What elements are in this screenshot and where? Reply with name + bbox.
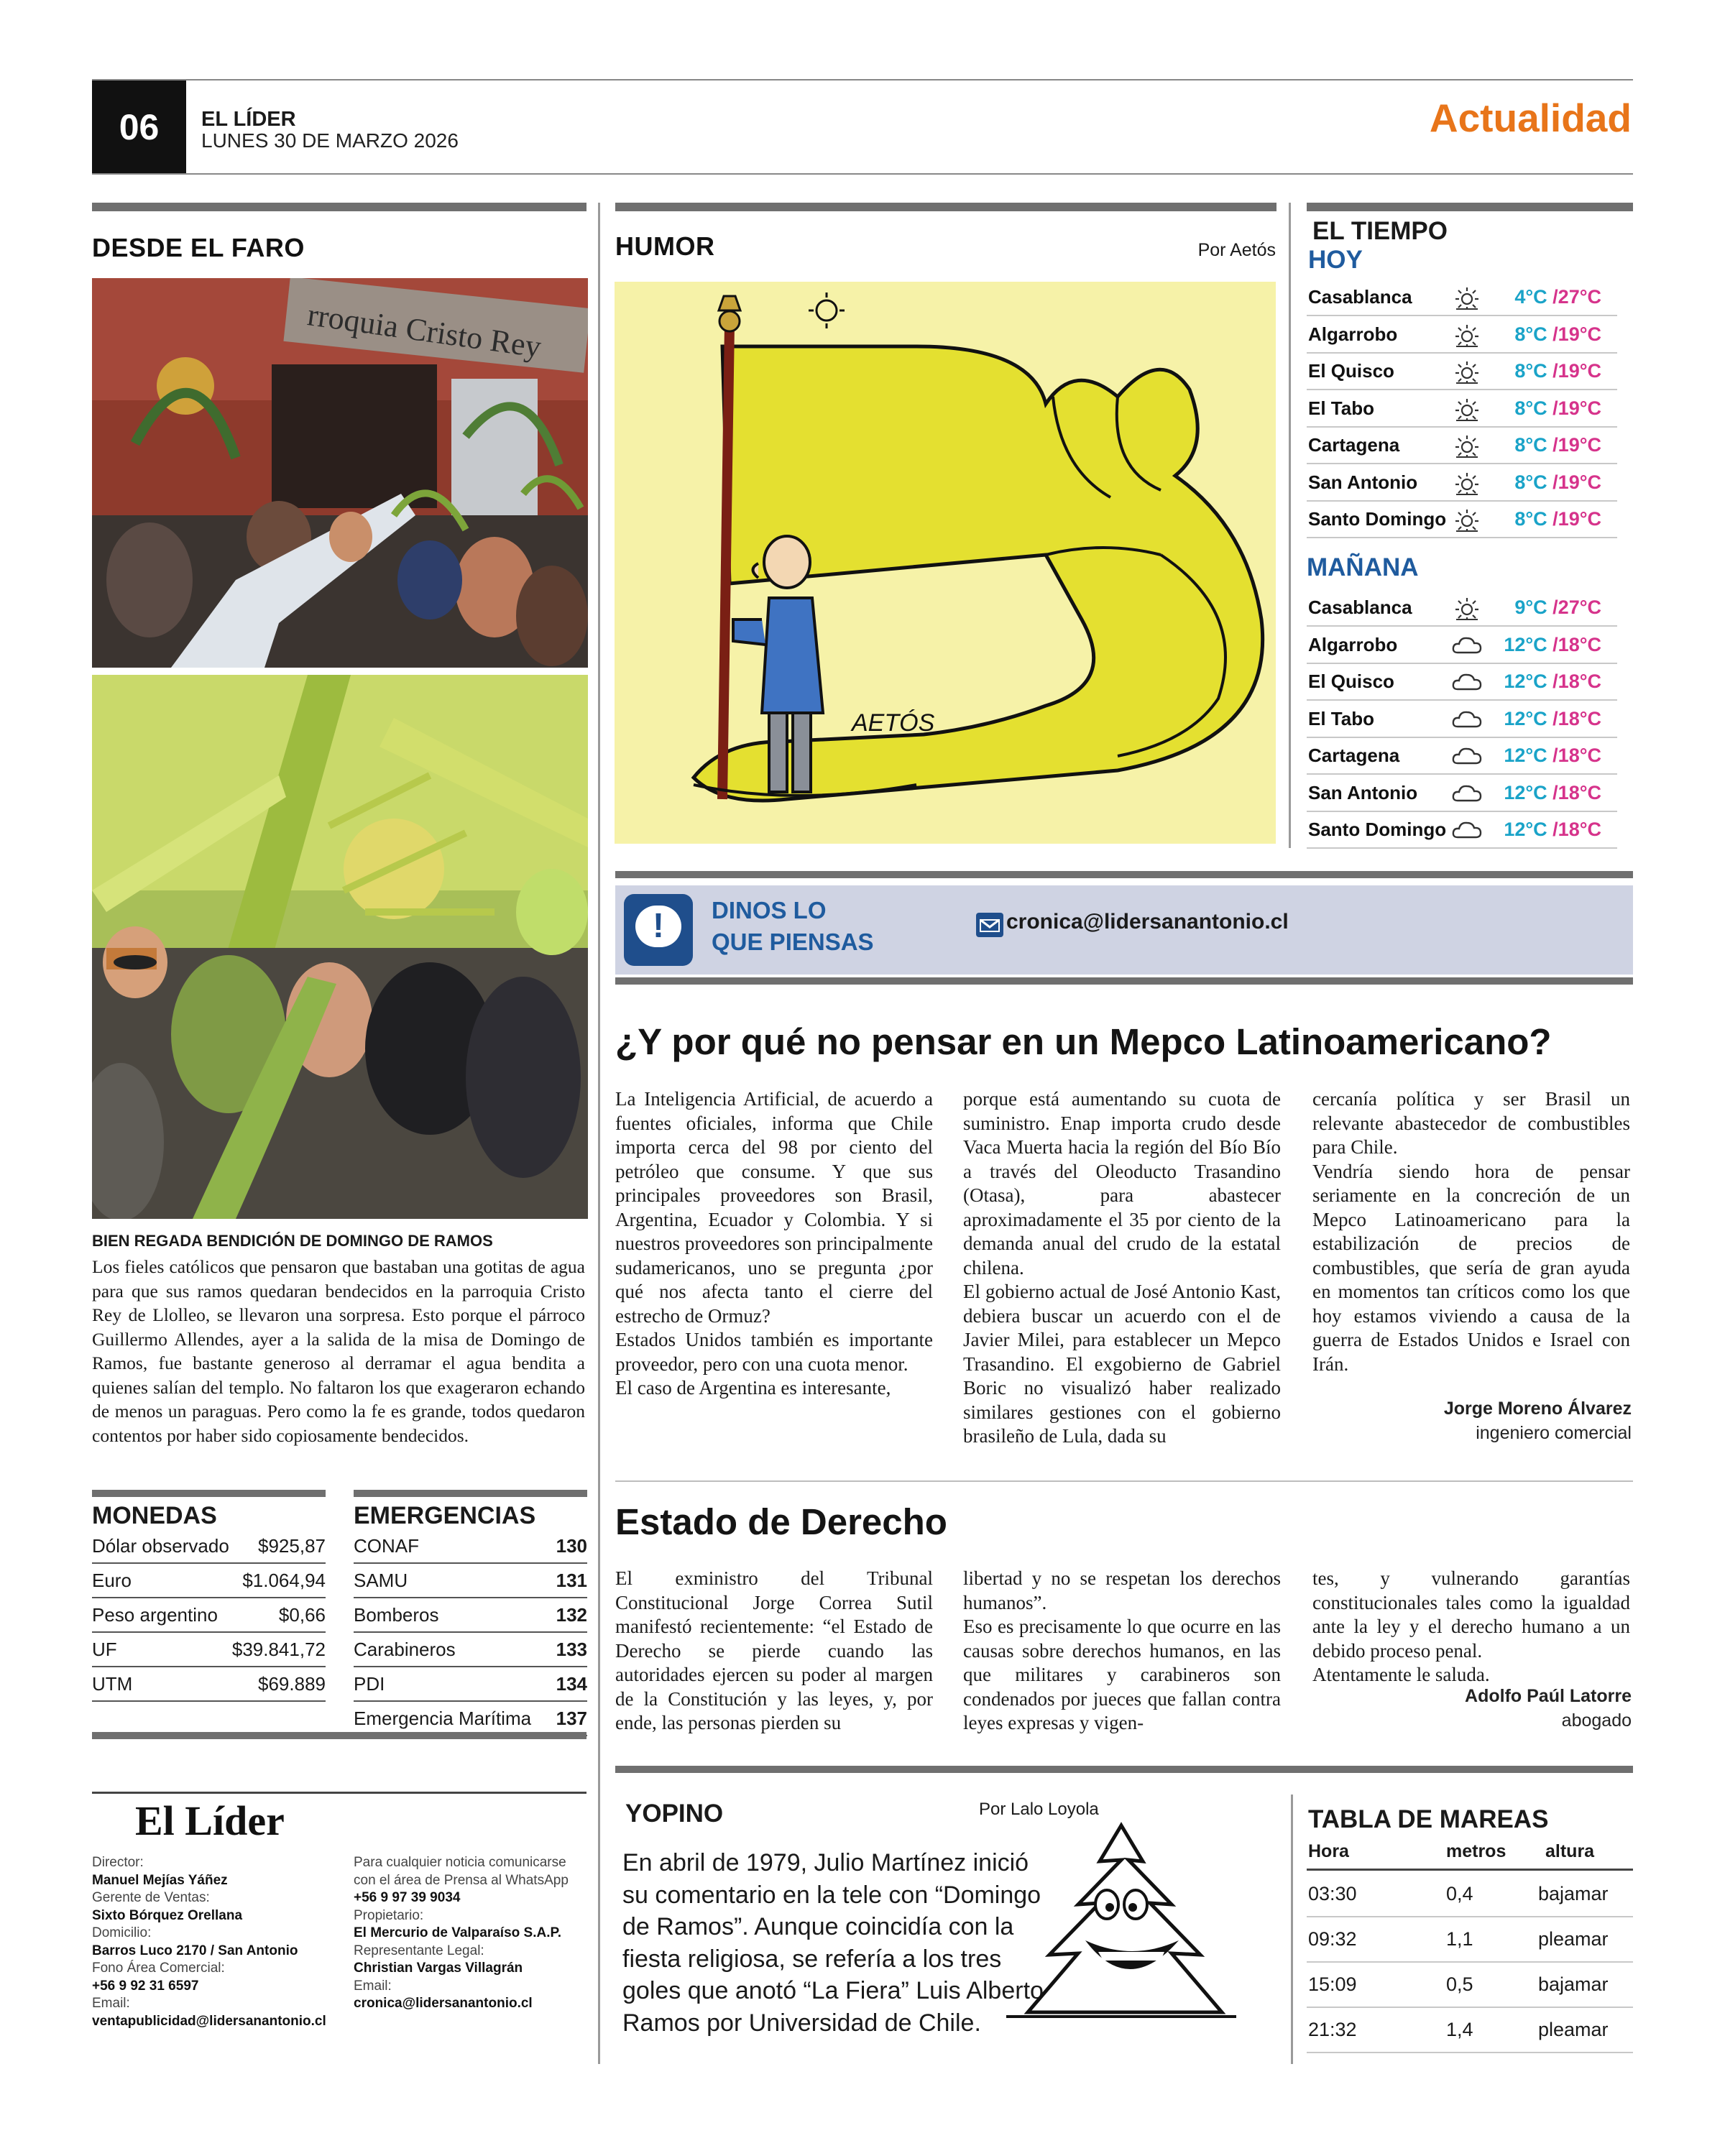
email-label: Email:	[92, 1996, 130, 2011]
weather-temps	[1514, 596, 1601, 619]
moneda-value: $39.841,72	[231, 1632, 326, 1667]
humor-cartoon	[615, 282, 1276, 844]
mareas-header-hora: Hora	[1308, 1841, 1349, 1861]
dinos-banner	[615, 885, 1633, 975]
header-top-rule	[92, 79, 1633, 80]
temp-min: 12°C	[1504, 671, 1547, 692]
temp-max: 19°C	[1558, 360, 1601, 382]
alert-icon: !	[624, 894, 693, 966]
weather-city: San Antonio	[1308, 781, 1418, 803]
weather-temps	[1504, 819, 1601, 841]
weather-row	[1307, 392, 1617, 428]
mareas-title: TABLA DE MAREAS	[1308, 1805, 1549, 1833]
temp-min: 12°C	[1504, 707, 1547, 729]
church-sign: rroquia Cristo Rey	[305, 297, 544, 365]
cloud-icon	[1450, 668, 1484, 695]
weather-row	[1307, 428, 1617, 464]
letter2-author-title: abogado	[1561, 1710, 1632, 1731]
photo-caption-text: Los fieles católicos que pensaron que bastaban una gotitas de agua para que sus ramos quedaran bendecidos en la parroquia Cristo Rey de Llolleo, se llevaron una sorpresa. Esto porque el párroco Guillermo Allendes, ayer a la salida de la misa de Domingo de Ramos, fue bastante generoso al derramar el agua bendita a quienes salían del templo. No faltaron los que exageraron echando de menos un paraguas. Pero como la fe es grande, todos quedaron contentos por haber sido copiosamente bendecidos.	[92, 1256, 585, 1446]
tide-meters: 0,4	[1446, 1883, 1473, 1904]
desde-faro-title: DESDE EL FARO	[92, 233, 305, 262]
weather-row	[1307, 280, 1617, 316]
weather-temps	[1504, 708, 1601, 730]
temp-min: 8°C	[1514, 360, 1547, 382]
manana-label: MAÑANA	[1307, 553, 1419, 581]
emergencias-row	[354, 1632, 587, 1667]
temp-separator: /	[1547, 671, 1558, 692]
emergencia-number: 137	[552, 1701, 587, 1736]
moneda-value: $925,87	[231, 1529, 326, 1563]
emergencia-number: 130	[552, 1529, 587, 1563]
tiempo-title: EL TIEMPO	[1312, 217, 1448, 245]
monedas-row	[92, 1598, 326, 1632]
weather-city: Santo Domingo	[1308, 508, 1447, 530]
monedas-table	[92, 1529, 326, 1702]
emergencias-title: EMERGENCIAS	[354, 1502, 536, 1529]
weather-row	[1307, 628, 1617, 664]
tide-row	[1307, 2007, 1633, 2053]
header-bottom-rule	[92, 173, 1633, 175]
rep-label: Representante Legal:	[354, 1943, 484, 1958]
temp-separator: /	[1547, 397, 1558, 419]
cloud-icon	[1450, 742, 1484, 769]
emergencias-table	[354, 1529, 587, 1736]
weather-row	[1307, 591, 1617, 627]
mareas-header-altura: altura	[1545, 1841, 1595, 1861]
monedas-rule	[92, 1490, 326, 1497]
weather-temps	[1514, 397, 1601, 420]
email2-value[interactable]: cronica@lidersanantonio.cl	[354, 1996, 533, 2011]
weather-city: San Antonio	[1308, 471, 1418, 493]
cartoon-signature: AETÓS	[852, 709, 935, 737]
weather-city: Casablanca	[1308, 286, 1412, 308]
letter1-paragraph: cercanía política y ser Brasil un relevante abastecedor de combustibles para Chile.	[1312, 1088, 1630, 1158]
temp-separator: /	[1547, 508, 1558, 530]
section-name: Actualidad	[1429, 96, 1632, 140]
temp-min: 8°C	[1514, 397, 1547, 419]
weather-temps	[1514, 360, 1601, 382]
emergencia-label: CONAF	[354, 1529, 552, 1563]
monedas-row	[92, 1563, 326, 1598]
tide-meters: 0,5	[1446, 1973, 1473, 1995]
letter2-col3	[1312, 1567, 1630, 1687]
page-number-box	[92, 80, 186, 174]
letter2-paragraph: Eso es precisamente lo que ocurre en las causas sobre derechos humanos, en las que militares y carabineros son condenados por jueces que fallan contra leyes expresas y vigen-	[963, 1616, 1281, 1733]
weather-city: Santo Domingo	[1308, 819, 1447, 840]
weather-city: Casablanca	[1308, 596, 1412, 618]
tide-state: pleamar	[1538, 1928, 1609, 1950]
tide-time: 09:32	[1308, 1928, 1357, 1950]
temp-min: 8°C	[1514, 508, 1547, 530]
domicilio-value: Barros Luco 2170 / San Antonio	[92, 1943, 298, 1958]
sun-icon	[1450, 594, 1484, 621]
temp-max: 27°C	[1558, 596, 1601, 618]
issue-date: LUNES 30 DE MARZO 2026	[201, 129, 459, 152]
temp-max: 19°C	[1558, 434, 1601, 456]
yopino-text: En abril de 1979, Julio Martínez inició su comentario en la tele con “Domingo de Ramos”. Aunque coincidía con la fiesta religiosa, se refería a los tres goles que anotó “La Fiera” Luis Alberto Ramos por Universidad de Chile.	[622, 1849, 1044, 2037]
weather-row	[1307, 702, 1617, 738]
letter1-paragraph: Estados Unidos también es importante proveedor, pero con una cuota menor.	[615, 1329, 933, 1375]
letter2-col2	[963, 1567, 1281, 1736]
weather-temps	[1504, 634, 1601, 656]
temp-min: 8°C	[1514, 471, 1547, 493]
sun-icon	[1450, 469, 1484, 496]
weather-temps	[1514, 508, 1601, 530]
weather-city: El Quisco	[1308, 671, 1394, 692]
propietario-label: Propietario:	[354, 1907, 424, 1923]
church-photo	[92, 278, 588, 668]
letters-divider	[615, 1480, 1633, 1482]
tide-time: 15:09	[1308, 1973, 1357, 1995]
letter1-col3	[1312, 1087, 1630, 1376]
humor-byline: Por Aetós	[1197, 240, 1276, 260]
weather-row	[1307, 813, 1617, 849]
moneda-label: Euro	[92, 1563, 231, 1598]
emergencia-number: 132	[552, 1598, 587, 1632]
email2-label: Email:	[354, 1978, 392, 1994]
sun-icon	[1450, 283, 1484, 310]
masthead-rule	[92, 1792, 586, 1794]
tide-time: 21:32	[1308, 2019, 1357, 2040]
weather-row	[1307, 739, 1617, 775]
fono-value: +56 9 92 31 6597	[92, 1978, 199, 1994]
tide-row	[1307, 1962, 1633, 2008]
masthead-right	[354, 1854, 584, 2013]
weather-temps	[1514, 323, 1601, 346]
moneda-label: UTM	[92, 1667, 231, 1701]
tide-state: bajamar	[1538, 1973, 1609, 1995]
letter1-title: ¿Y por qué no pensar en un Mepco Latinoamericano?	[615, 1021, 1552, 1062]
weather-temps	[1504, 671, 1601, 693]
whatsapp-number[interactable]: +56 9 97 39 9034	[354, 1890, 461, 1905]
emergencias-row	[354, 1563, 587, 1598]
photo-caption-title: BIEN REGADA BENDICIÓN DE DOMINGO DE RAMOS	[92, 1232, 493, 1250]
cloud-icon	[1450, 705, 1484, 732]
tide-time: 03:30	[1308, 1883, 1357, 1904]
humor-title: HUMOR	[615, 231, 715, 261]
tiempo-rule	[1307, 203, 1633, 211]
letter1-author-title: ingeniero comercial	[1476, 1423, 1632, 1443]
emergencia-number: 133	[552, 1632, 587, 1667]
weather-row	[1307, 318, 1617, 354]
monedas-row	[92, 1667, 326, 1701]
temp-max: 19°C	[1558, 508, 1601, 530]
temp-separator: /	[1547, 323, 1558, 345]
monedas-row	[92, 1632, 326, 1667]
letter1-paragraph: El caso de Argentina es interesante,	[615, 1377, 891, 1399]
weather-row	[1307, 776, 1617, 812]
sun-icon	[1450, 321, 1484, 348]
director-name: Manuel Mejías Yáñez	[92, 1872, 228, 1888]
emergencia-number: 131	[552, 1563, 587, 1598]
moneda-value: $0,66	[231, 1598, 326, 1632]
weather-row	[1307, 354, 1617, 390]
letter1-paragraph: porque está aumentando su cuota de suministro. Enap importa crudo desde Vaca Muerta hacia la región del Bío Bío a través del Oleoducto Trasandino (Otasa), para abastecer aproximadamente el 35 por ciento de la demanda anual del crudo de la estatal chilena.	[963, 1088, 1281, 1279]
temp-min: 8°C	[1514, 323, 1547, 345]
masthead-left	[92, 1854, 336, 2030]
propietario-value: El Mercurio de Valparaíso S.A.P.	[354, 1925, 561, 1940]
gerente-label: Gerente de Ventas:	[92, 1890, 210, 1905]
emergencia-label: Emergencia Marítima	[354, 1701, 552, 1736]
cloud-icon	[1450, 816, 1484, 843]
desde-faro-rule	[92, 203, 586, 211]
contact-note: Para cualquier noticia comunicarse con el área de Prensa al WhatsApp	[354, 1855, 569, 1888]
temp-min: 9°C	[1514, 596, 1547, 618]
letter1-paragraph: El gobierno actual de José Antonio Kast, debiera buscar un acuerdo con el de Javier Milei, para establecer un Mepco Trasandino. El exgobierno de Gabriel Boric no visualizó haber realizado similares gestiones con el gobierno brasileño de Lula, dada su	[963, 1281, 1281, 1447]
letter2-paragraph: El exministro del Tribunal Constitucional Jorge Correa Sutil manifestó recientemente: “el Estado de Derecho se pierde cuando las autoridades ejercen su poder al margen de la Constitución y las leyes, y, por ende, las personas pierden su	[615, 1567, 933, 1733]
column-divider	[598, 203, 600, 2064]
temp-separator: /	[1547, 745, 1558, 766]
temp-separator: /	[1547, 434, 1558, 456]
yopino-byline: Por Lalo Loyola	[979, 1800, 1099, 1819]
temp-separator: /	[1547, 707, 1558, 729]
mareas-divider	[1291, 1795, 1293, 2064]
dinos-line1: DINOS LO	[712, 897, 827, 923]
left-bottom-rule	[92, 1732, 586, 1739]
letter2-paragraph: Atentamente le saluda.	[1312, 1664, 1490, 1685]
tide-meters: 1,1	[1446, 1928, 1473, 1950]
temp-max: 18°C	[1558, 633, 1601, 655]
letter2-paragraph: libertad y no se respetan los derechos humanos”.	[963, 1567, 1281, 1613]
temp-min: 12°C	[1504, 819, 1547, 840]
temp-max: 27°C	[1558, 286, 1601, 308]
dinos-email[interactable]: cronica@lidersanantonio.cl	[1006, 910, 1289, 934]
weather-temps	[1514, 471, 1601, 494]
cloud-icon	[1450, 631, 1484, 658]
tide-row	[1307, 1917, 1633, 1963]
weather-city: Cartagena	[1308, 745, 1400, 766]
temp-min: 12°C	[1504, 633, 1547, 655]
rep-value: Christian Vargas Villagrán	[354, 1961, 523, 1976]
weather-city: Algarrobo	[1308, 633, 1398, 655]
weather-city: El Quisco	[1308, 360, 1394, 382]
weather-temps	[1504, 782, 1601, 804]
weather-row	[1307, 502, 1617, 538]
weather-row	[1307, 466, 1617, 502]
temp-max: 18°C	[1558, 819, 1601, 840]
letter1-author: Jorge Moreno Álvarez	[1443, 1399, 1632, 1419]
temp-separator: /	[1547, 596, 1558, 618]
letter1-paragraph: La Inteligencia Artificial, de acuerdo a fuentes oficiales, informa que Chile importa cerca del 98 por ciento del petróleo que consume. Y que sus principales proveedores son Brasil, Argentina, Ecuador y Colombia. Y si nuestros proveedores son principalmente sudamericanos, uno se pregunta ¿por qué nos afecta tanto el cierre del estrecho de Ormuz?	[615, 1088, 933, 1327]
mareas-header-metros: metros	[1446, 1841, 1506, 1861]
weather-temps	[1514, 434, 1601, 456]
letter2-author: Adolfo Paúl Latorre	[1465, 1686, 1632, 1706]
emergencia-label: PDI	[354, 1667, 552, 1701]
domicilio-label: Domicilio:	[92, 1925, 152, 1940]
emergencias-row	[354, 1598, 587, 1632]
temp-separator: /	[1547, 360, 1558, 382]
temp-min: 8°C	[1514, 434, 1547, 456]
letter2-col1	[615, 1567, 933, 1736]
temp-separator: /	[1547, 633, 1558, 655]
hoy-label: HOY	[1308, 246, 1363, 274]
page-number: 06	[119, 107, 160, 147]
tide-meters: 1,4	[1446, 2019, 1473, 2040]
temp-min: 4°C	[1514, 286, 1547, 308]
moneda-label: Dólar observado	[92, 1529, 231, 1563]
temp-separator: /	[1547, 819, 1558, 840]
humor-rule	[615, 203, 1276, 211]
letter1-col1	[615, 1087, 933, 1401]
temp-min: 12°C	[1504, 745, 1547, 766]
weather-city: Algarrobo	[1308, 323, 1398, 345]
dinos-top-rule	[615, 871, 1633, 878]
temp-max: 19°C	[1558, 323, 1601, 345]
sun-icon	[1450, 357, 1484, 384]
weather-row	[1307, 665, 1617, 701]
letter2-paragraph: tes, y vulnerando garantías constitucionales tales como la igualdad ante la ley y el derecho humano a un debido proceso penal.	[1312, 1567, 1630, 1662]
emergencia-number: 134	[552, 1667, 587, 1701]
weather-city: El Tabo	[1308, 397, 1374, 419]
mail-icon	[976, 913, 1003, 937]
moneda-value: $1.064,94	[231, 1563, 326, 1598]
weather-city: Cartagena	[1308, 434, 1400, 456]
temp-max: 18°C	[1558, 707, 1601, 729]
temp-max: 18°C	[1558, 781, 1601, 803]
letter1-paragraph: Vendría siendo hora de pensar seriamente en la concreción de un Mepco Latinoamericano para la estabilización de precios de combustibles, que sería de gran ayuda en momentos tan críticos como los que hoy estamos viviendo a causa de la guerra de Estados Unidos e Israel con Irán.	[1312, 1160, 1630, 1375]
emergencias-row	[354, 1701, 587, 1736]
paper-name: EL LÍDER	[201, 108, 296, 131]
yopino-tree-character	[1006, 1818, 1243, 2034]
weather-divider	[1289, 203, 1291, 848]
palms-photo	[92, 675, 588, 1219]
sun-icon	[1450, 431, 1484, 459]
letter2-title: Estado de Derecho	[615, 1501, 947, 1542]
moneda-value: $69.889	[231, 1667, 326, 1701]
temp-separator: /	[1547, 781, 1558, 803]
masthead-logo: El Líder	[135, 1797, 285, 1844]
weather-temps	[1514, 286, 1601, 308]
temp-min: 12°C	[1504, 781, 1547, 803]
weather-city: El Tabo	[1308, 707, 1374, 729]
yopino-title: YOPINO	[625, 1800, 724, 1828]
email-value[interactable]: ventapublicidad@lidersanantonio.cl	[92, 2013, 326, 2029]
emergencia-label: SAMU	[354, 1563, 552, 1598]
temp-max: 19°C	[1558, 397, 1601, 419]
director-label: Director:	[92, 1855, 144, 1870]
monedas-row	[92, 1529, 326, 1563]
tide-state: bajamar	[1538, 1883, 1609, 1904]
emergencia-label: Carabineros	[354, 1632, 552, 1667]
weather-temps	[1504, 745, 1601, 767]
moneda-label: Peso argentino	[92, 1598, 231, 1632]
emergencia-label: Bomberos	[354, 1598, 552, 1632]
emergencias-rule	[354, 1490, 587, 1497]
emergencias-row	[354, 1667, 587, 1701]
gerente-name: Sixto Bórquez Orellana	[92, 1907, 243, 1923]
yopino-rule	[615, 1766, 1633, 1773]
sun-icon	[1450, 395, 1484, 422]
temp-separator: /	[1547, 286, 1558, 308]
fono-label: Fono Área Comercial:	[92, 1961, 225, 1976]
letter1-col2	[963, 1087, 1281, 1449]
temp-max: 18°C	[1558, 671, 1601, 692]
tide-row	[1307, 1871, 1633, 1917]
monedas-title: MONEDAS	[92, 1502, 217, 1529]
sun-icon	[1450, 505, 1484, 533]
dinos-line2: QUE PIENSAS	[712, 929, 874, 955]
emergencias-row	[354, 1529, 587, 1563]
tide-state: pleamar	[1538, 2019, 1609, 2040]
cloud-icon	[1450, 779, 1484, 806]
moneda-label: UF	[92, 1632, 231, 1667]
temp-max: 18°C	[1558, 745, 1601, 766]
temp-max: 19°C	[1558, 471, 1601, 493]
mareas-header-rule	[1307, 1869, 1633, 1871]
temp-separator: /	[1547, 471, 1558, 493]
dinos-bottom-rule	[615, 977, 1633, 985]
